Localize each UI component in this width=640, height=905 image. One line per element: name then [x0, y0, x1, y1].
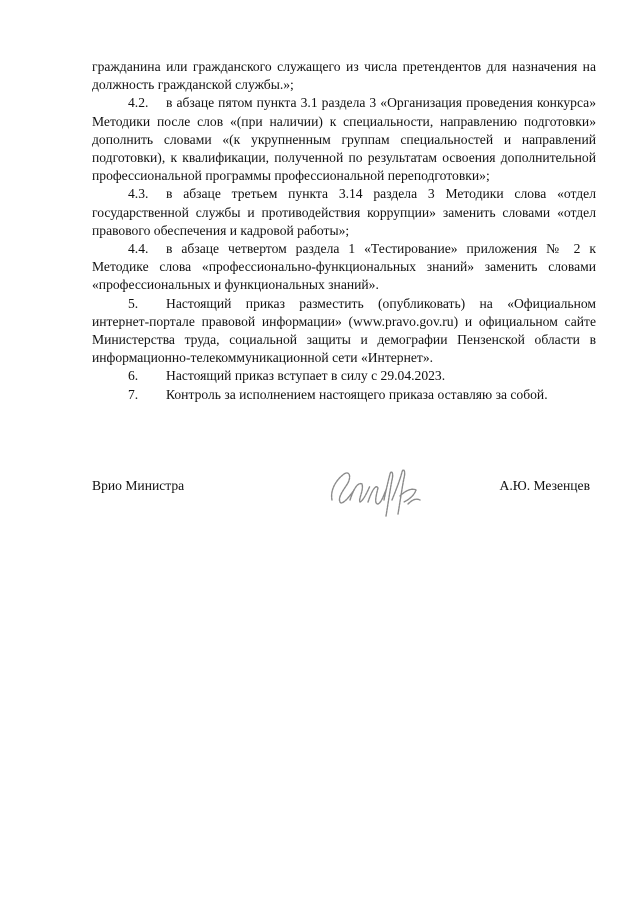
paragraph-text: гражданина или гражданского служащего из числа претендентов для назначения на должность гражданской службы.»; [92, 59, 596, 93]
document-body [92, 58, 596, 404]
paragraph-number: 4.3. [128, 186, 149, 202]
paragraph-7 [92, 386, 596, 404]
paragraph-number: 4.2. [128, 95, 149, 111]
paragraph-6 [92, 367, 596, 385]
paragraph-text: в абзаце третьем пункта 3.14 раздела 3 Методики слова «отдел государственной службы и противодействия коррупции» заменить словами «отдел правового обеспечения и кадровой работы»; [92, 186, 596, 238]
paragraph-5 [92, 295, 596, 368]
paragraph-text: Контроль за исполнением настоящего приказа оставляю за собой. [166, 386, 548, 402]
paragraph-text: Настоящий приказ вступает в силу с 29.04.2023. [166, 368, 446, 384]
paragraph-number: 4.4. [128, 241, 149, 257]
signatory-name: А.Ю. Мезенцев [499, 478, 590, 493]
paragraph-continuation [92, 58, 596, 94]
handwritten-signature [324, 460, 424, 522]
signature-block [92, 460, 596, 530]
paragraph-4-2 [92, 94, 596, 185]
signatory-position: Врио Министра [92, 478, 185, 493]
paragraph-4-3 [92, 185, 596, 240]
paragraph-number: 5. [128, 295, 139, 311]
paragraph-number: 7. [128, 386, 139, 402]
paragraph-text: в абзаце четвертом раздела 1 «Тестирование» приложения № 2 к Методике слова «профессионально-функциональных знаний» заменить словами «профессиональных и функциональных знаний». [92, 241, 596, 293]
paragraph-text: Настоящий приказ разместить (опубликовать) на «Официальном интернет-портале правовой информации» (www.pravo.gov.ru) и официальном сайте Министерства труда, социальной защиты и демографии Пензенской области в информационно-телекоммуникационной сети «Интернет». [92, 295, 596, 366]
paragraph-number: 6. [128, 368, 139, 384]
paragraph-4-4 [92, 240, 596, 295]
paragraph-text: в абзаце пятом пункта 3.1 раздела 3 «Организация проведения конкурса» Методики после слов «(при наличии) к специальности, направлению подготовки» дополнить словами «(к укрупненным группам специальностей и направлений подготовки), к квалификации, полученной по результатам освоения дополнительной профессиональной программы профессиональной переподготовки»; [92, 95, 596, 184]
